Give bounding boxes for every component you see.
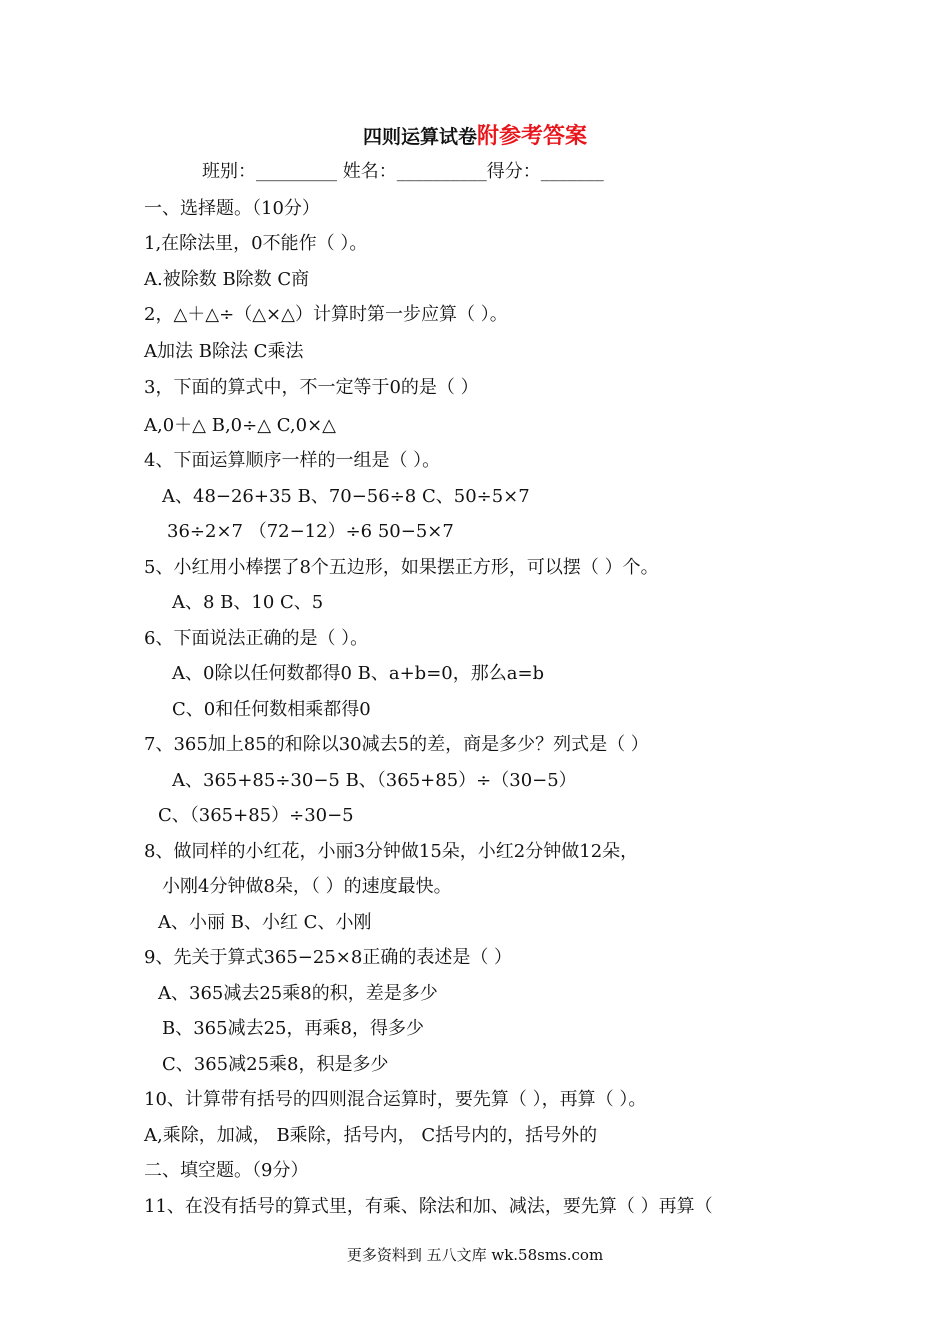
question-8: 8、做同样的小红花，小丽3分钟做15朵，小红2分钟做12朵， [144,841,639,862]
question-6-options-row1: A、0除以任何数都得0 B、a+b=0，那么a=b [172,663,545,684]
question-11: 11、在没有括号的算式里，有乘、除法和加、减法，要先算（ ）再算（ [144,1196,713,1217]
question-8-options: A、小丽 B、小红 C、小刚 [158,912,372,933]
question-9-option-c: C、365减25乘8，积是多少 [162,1054,389,1075]
question-3: 3，下面的算式中，不一定等于0的是（ ） [144,377,479,398]
question-4: 4、下面运算顺序一样的一组是（ ）。 [144,450,441,471]
question-7-options-row2: C、（365+85）÷30−5 [158,805,354,826]
student-info-line: 班别：_________ 姓名：__________得分：_______ [202,161,604,182]
question-5-options: A、8 B、10 C、5 [172,592,324,613]
page-title [0,122,950,151]
question-2: 2，△＋△÷（△×△）计算时第一步应算（ ）。 [144,304,508,325]
question-3-options: A,0＋△ B,0÷△ C,0×△ [144,415,337,436]
question-6: 6、下面说法正确的是（ ）。 [144,628,369,649]
question-4-options-row2: 36÷2×7 （72−12）÷6 50−5×7 [167,521,454,542]
question-10-options: A,乘除，加减， B乘除，括号内， C括号内的，括号外的 [144,1125,598,1146]
question-1: 1,在除法里，0不能作（ ）。 [144,233,368,254]
question-4-options-row1: A、48−26+35 B、70−56÷8 C、50÷5×7 [162,486,530,507]
footer-source-note: 更多资料到 五八文库 wk.58sms.com [346,1246,604,1264]
title-main: 四则运算试卷 [362,126,477,148]
title-answer-note: 附参考答案 [477,123,588,149]
section-heading-choice: 一、选择题。（10分） [144,198,320,219]
question-10: 10、计算带有括号的四则混合运算时，要先算（ ），再算（ ）。 [144,1089,647,1110]
question-8-continued: 小刚4分钟做8朵，（ ）的速度最快。 [162,876,452,897]
question-1-options: A.被除数 B除数 C商 [144,269,310,290]
question-5: 5、小红用小棒摆了8个五边形，如果摆正方形，可以摆（ ）个。 [144,557,659,578]
question-9: 9、先关于算式365−25×8正确的表述是（ ） [144,947,513,968]
question-9-option-a: A、365减去25乘8的积，差是多少 [158,983,438,1004]
question-9-option-b: B、365减去25，再乘8，得多少 [162,1018,424,1039]
question-6-options-row2: C、0和任何数相乘都得0 [172,699,371,720]
section-heading-fill-in: 二、填空题。（9分） [144,1160,309,1181]
question-7: 7、365加上85的和除以30减去5的差，商是多少？列式是（ ） [144,734,649,755]
question-7-options-row1: A、365+85÷30−5 B、（365+85）÷（30−5） [172,770,577,791]
question-2-options: A加法 B除法 C乘法 [144,341,304,362]
